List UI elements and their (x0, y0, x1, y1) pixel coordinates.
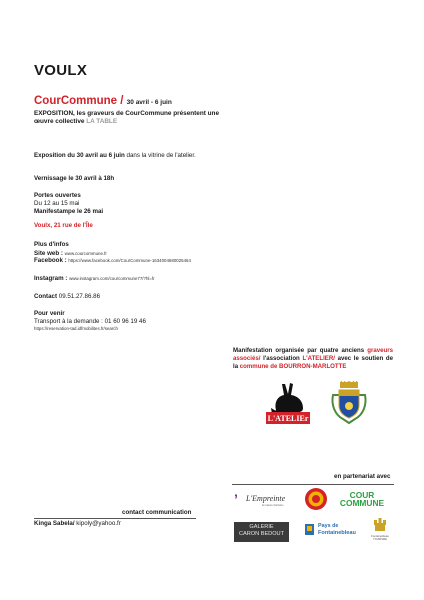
transport-link[interactable]: https://reservation-tad.idfmobilites.fr/search (34, 326, 118, 331)
exhibition-dates-bold: Exposition du 30 avril au 6 juin (34, 152, 125, 159)
fontainebleau-line1: Fontainebleau (371, 534, 389, 538)
contact-divider (34, 518, 196, 519)
partnership-red3: commune de BOURRON-MARLOTTE (239, 363, 347, 371)
courcommune-logo (339, 491, 385, 508)
contact-row (34, 293, 100, 301)
castle-icon (373, 518, 387, 532)
facebook-link[interactable]: https://www.facebook.com/CourCommune-1634004680025464 (68, 258, 191, 263)
intro-text: EXPOSITION, les graveurs de CourCommune présentent une œuvre collective (34, 110, 220, 126)
empreinte-name: L'Empreinte (246, 494, 286, 503)
brand-name: CourCommune / (34, 95, 124, 107)
exhibition-intro (34, 110, 234, 127)
facebook-row (34, 258, 194, 265)
partnership-part1: Manifestation organisée par quatre anciens (233, 347, 365, 354)
crown-shape (340, 382, 358, 388)
transport-line: Transport à la demande : 01 60 96 19 46 (34, 318, 146, 325)
pays-line1: Pays de (318, 523, 339, 529)
atelier-logo-text: L'ATELIEr (267, 414, 309, 423)
contact-comm-name: Kinga Sabela/ (34, 520, 75, 527)
contact-label: Contact (34, 293, 58, 300)
manifestampe: Manifestampe le 26 mai (34, 208, 104, 215)
site-label: Site web : (34, 250, 65, 257)
site-link[interactable]: www.courcommune.fr (64, 251, 107, 256)
vernissage: Vernissage le 30 avril à 18h (34, 175, 115, 182)
partnership-red2: L'ATELIER/ (302, 355, 335, 363)
instagram-label: Instagram : (34, 275, 70, 282)
address: Voulx, 21 rue de l'Île (34, 222, 93, 229)
atelier-hare-logo (262, 380, 314, 426)
hare-shape (274, 383, 303, 412)
contact-comm-email[interactable]: kipoly@yahoo.fr (74, 520, 121, 527)
coat-of-arms-icon (329, 381, 369, 425)
instagram-link[interactable]: www.instagram.com/courcommune77/?hl=fr (69, 276, 155, 281)
partnership-part3: avec le soutien de la (233, 355, 393, 371)
partners-divider (232, 484, 394, 485)
transport-title: Pour venir (34, 310, 65, 317)
brand-dates: 30 avril - 6 juin (126, 99, 172, 106)
partnership-red1: graveurs associés/ (233, 347, 393, 363)
partnership-text (233, 347, 393, 372)
intro-highlight: LA TABLE (86, 118, 118, 126)
open-days-title: Portes ouvertes (34, 192, 81, 199)
empreinte-mark-icon: ’ (234, 491, 238, 507)
pays-fontainebleau-logo (305, 521, 357, 541)
cour-line1: COUR (349, 490, 375, 500)
contact-comm-label: contact communication (122, 509, 192, 516)
fontainebleau-tourisme-logo (365, 518, 395, 544)
more-info-title: Plus d'infos (34, 241, 69, 248)
cour-line2: COMMUNE (339, 498, 385, 509)
empreinte-logo (234, 491, 294, 511)
contact-comm-row (34, 520, 121, 528)
empreinte-sub: la maison d'artistes (262, 504, 284, 507)
contact-phone: 09.51.27.86.86 (57, 293, 101, 300)
galerie-logo (234, 522, 289, 542)
instagram-row (34, 275, 155, 283)
exhibition-dates (34, 152, 234, 160)
facebook-label: Facebook : (34, 257, 69, 264)
partnership-part2: l'association (260, 355, 303, 363)
partners-label: en partenariat avec (334, 473, 391, 480)
open-days-dates: Du 12 au 15 mai (34, 200, 80, 207)
fontainebleau-line2: TOURISME (373, 538, 387, 541)
brand-line (34, 95, 172, 107)
badge-seal-icon (304, 487, 328, 511)
galerie-line2: CARON BEDOUT (238, 531, 285, 537)
exhibition-dates-rest: dans la vitrine de l'atelier. (124, 152, 196, 159)
galerie-line1: GALERIE (249, 524, 274, 530)
pays-line2: Fontainebleau (318, 530, 356, 536)
page-title: VOULX (34, 62, 88, 79)
